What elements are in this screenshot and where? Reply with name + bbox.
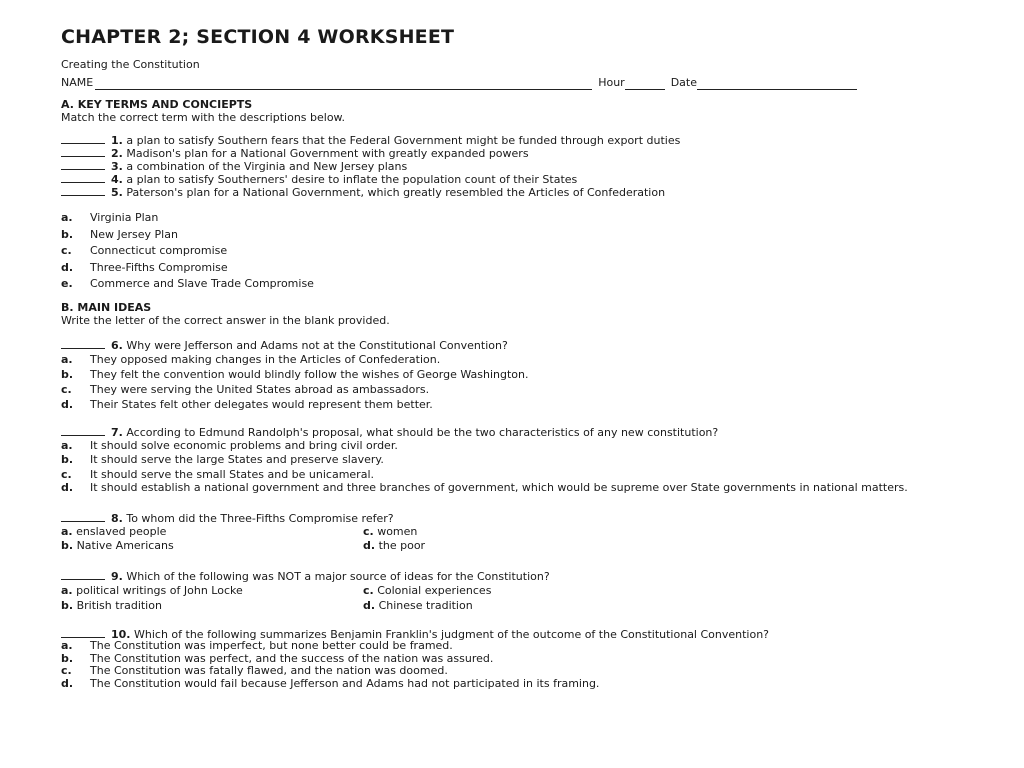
subtitle: Creating the Constitution xyxy=(61,58,200,71)
hour-field[interactable] xyxy=(625,79,665,90)
question-9 xyxy=(61,570,961,613)
date-field[interactable] xyxy=(697,79,857,90)
option: a. It should solve economic problems and bring civil order. xyxy=(61,438,398,452)
answer-blank[interactable] xyxy=(61,173,105,183)
question-text: 6. Why were Jefferson and Adams not at the Constitutional Convention? xyxy=(61,339,961,352)
option: d. It should establish a national government and three branches of government, which would be supreme over State governments in national matters. xyxy=(61,481,908,494)
page-title: CHAPTER 2; SECTION 4 WORKSHEET xyxy=(61,26,455,48)
option: b. The Constitution was perfect, and the success of the nation was assured. xyxy=(61,651,494,665)
question-text: 8. To whom did the Three-Fifths Compromise refer? xyxy=(61,512,961,525)
answer-blank[interactable] xyxy=(61,426,105,436)
terms-list xyxy=(61,210,961,293)
question-text: 9. Which of the following was NOT a major source of ideas for the Constitution? xyxy=(61,570,961,583)
name-row xyxy=(61,76,961,90)
answer-blank[interactable] xyxy=(61,147,105,157)
option: d. Their States felt other delegates would represent them better. xyxy=(61,397,433,411)
option: b. They felt the convention would blindly follow the wishes of George Washington. xyxy=(61,367,529,381)
option-row: b. Native Americans d. the poor xyxy=(61,539,426,552)
option-row: a. political writings of John Locke c. Colonial experiences xyxy=(61,584,492,597)
answer-blank[interactable] xyxy=(61,570,105,580)
option: c. They were serving the United States abroad as ambassadors. xyxy=(61,382,430,396)
section-b-instruction: Write the letter of the correct answer in the blank provided. xyxy=(61,313,390,327)
question-7 xyxy=(61,426,961,494)
hour-label: Hour xyxy=(598,76,625,89)
question-6 xyxy=(61,339,961,412)
section-a-heading: A. KEY TERMS AND CONCIEPTS xyxy=(61,98,253,111)
date-label: Date xyxy=(670,76,697,89)
option: a. They opposed making changes in the Articles of Confederation. xyxy=(61,352,441,366)
option: a. The Constitution was imperfect, but none better could be framed. xyxy=(61,639,453,652)
list-item: a. Virginia Plan xyxy=(61,211,159,224)
answer-blank[interactable] xyxy=(61,512,105,522)
name-label: NAME xyxy=(61,76,94,89)
answer-blank[interactable] xyxy=(61,628,105,638)
question-10 xyxy=(61,628,961,690)
answer-blank[interactable] xyxy=(61,134,105,144)
answer-blank[interactable] xyxy=(61,160,105,170)
question-text: 7. According to Edmund Randolph's proposal, what should be the two characteristics of any new constitution? xyxy=(61,426,961,439)
option: b. It should serve the large States and preserve slavery. xyxy=(61,453,384,466)
list-item: 5. Paterson's plan for a National Government, which greatly resembled the Articles of Confederation xyxy=(61,186,961,199)
list-item: 3. a combination of the Virginia and New Jersey plans xyxy=(61,160,961,173)
option: d. The Constitution would fail because Jefferson and Adams had not participated in its framing. xyxy=(61,676,600,690)
list-item: c. Connecticut compromise xyxy=(61,244,228,257)
answer-blank[interactable] xyxy=(61,186,105,196)
list-item: d. Three-Fifths Compromise xyxy=(61,260,228,274)
list-item: b. New Jersey Plan xyxy=(61,227,178,241)
list-item: 1. a plan to satisfy Southern fears that the Federal Government might be funded through export duties xyxy=(61,134,961,147)
section-a-instruction: Match the correct term with the descriptions below. xyxy=(61,111,346,124)
name-field[interactable] xyxy=(95,79,592,90)
list-item: 4. a plan to satisfy Southerners' desire to inflate the population count of their States xyxy=(61,173,961,186)
option: c. It should serve the small States and be unicameral. xyxy=(61,467,375,481)
option-row: b. British tradition d. Chinese tradition xyxy=(61,599,473,612)
question-8 xyxy=(61,512,961,553)
answer-blank[interactable] xyxy=(61,339,105,349)
question-text: 10. Which of the following summarizes Benjamin Franklin's judgment of the outcome of the Constitutional Convention? xyxy=(61,628,961,640)
worksheet-page xyxy=(61,26,961,690)
option: c. The Constitution was fatally flawed, and the nation was doomed. xyxy=(61,664,448,677)
matching-list xyxy=(61,134,961,199)
section-b-heading: B. MAIN IDEAS xyxy=(61,300,152,314)
option-row: a. enslaved people c. women xyxy=(61,525,418,538)
list-item: e. Commerce and Slave Trade Compromise xyxy=(61,277,314,290)
list-item: 2. Madison's plan for a National Government with greatly expanded powers xyxy=(61,147,961,160)
